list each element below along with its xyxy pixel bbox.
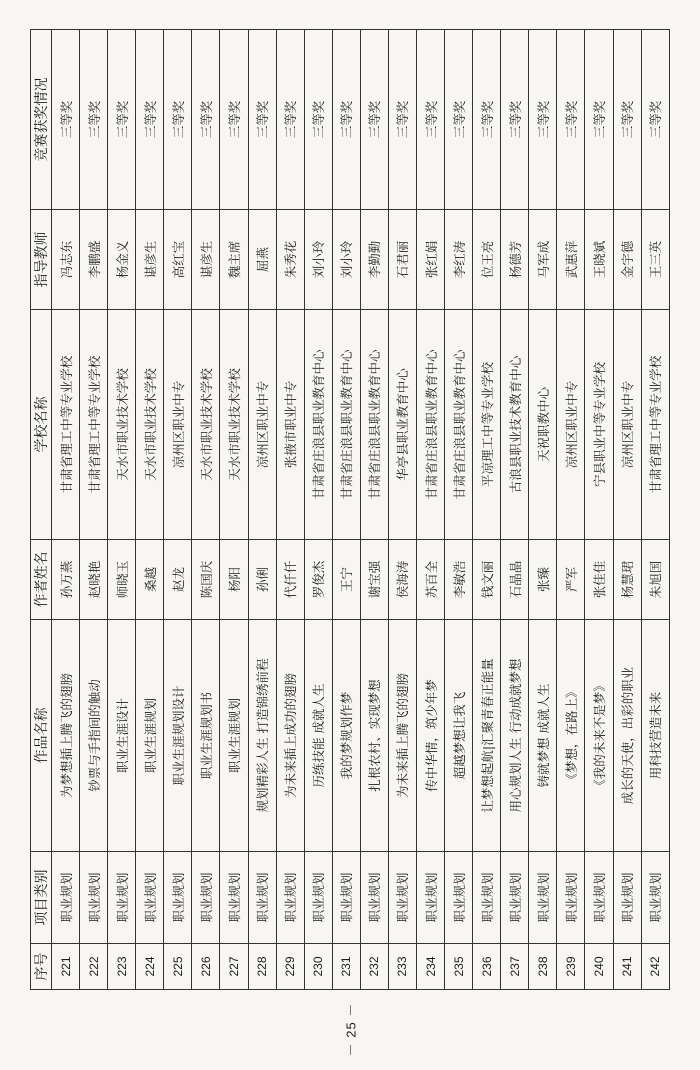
cell-category: 职业规划 — [276, 852, 304, 944]
cell-author: 桑越 — [136, 540, 164, 620]
cell-school: 凉州区职业中专 — [613, 310, 641, 540]
cell-category: 职业规划 — [529, 852, 557, 944]
cell-title: 《我的未来不是梦》 — [585, 620, 613, 852]
table-row — [164, 30, 192, 990]
cell-category: 职业规划 — [501, 852, 529, 944]
table-row — [585, 30, 613, 990]
cell-teacher: 李红涛 — [445, 210, 473, 310]
cell-title: 我的梦规划作梦 — [332, 620, 360, 852]
cell-category: 职业规划 — [445, 852, 473, 944]
cell-teacher: 高红宝 — [164, 210, 192, 310]
cell-no: 241 — [613, 944, 641, 990]
cell-author: 赵龙 — [164, 540, 192, 620]
table-row — [248, 30, 276, 990]
cell-author: 代仟仟 — [276, 540, 304, 620]
cell-school: 甘肃省庄浪县职业教育中心 — [332, 310, 360, 540]
cell-teacher: 金宇德 — [613, 210, 641, 310]
cell-school: 平凉理工中等专业学校 — [473, 310, 501, 540]
cell-author: 罗俊杰 — [304, 540, 332, 620]
cell-teacher: 李鹏盛 — [80, 210, 108, 310]
cell-teacher: 王晓斌 — [585, 210, 613, 310]
cell-school: 凉州区职业中专 — [164, 310, 192, 540]
cell-author: 孙万燕 — [52, 540, 80, 620]
cell-no: 232 — [360, 944, 388, 990]
cell-no: 223 — [108, 944, 136, 990]
cell-school: 甘肃省理工中等专业学校 — [52, 310, 80, 540]
cell-title: 扎根农村、实现梦想 — [360, 620, 388, 852]
cell-school: 张掖市职业中专 — [276, 310, 304, 540]
cell-category: 职业规划 — [417, 852, 445, 944]
table-row — [220, 30, 248, 990]
cell-school: 华亭县职业教育中心 — [388, 310, 416, 540]
cell-category: 职业规划 — [108, 852, 136, 944]
cell-author: 杨阳 — [220, 540, 248, 620]
awards-table — [30, 29, 670, 990]
table-row — [445, 30, 473, 990]
table-row — [501, 30, 529, 990]
cell-award: 三等奖 — [613, 30, 641, 210]
header-author: 作者姓名 — [31, 540, 52, 620]
table-row — [417, 30, 445, 990]
cell-author: 杨慧珺 — [613, 540, 641, 620]
cell-no: 238 — [529, 944, 557, 990]
cell-title: 职业生涯规划书 — [192, 620, 220, 852]
cell-title: 铸就梦想 成就人生 — [529, 620, 557, 852]
cell-award: 三等奖 — [164, 30, 192, 210]
cell-category: 职业规划 — [388, 852, 416, 944]
cell-award: 三等奖 — [360, 30, 388, 210]
cell-no: 236 — [473, 944, 501, 990]
cell-school: 天水市职业技术学校 — [220, 310, 248, 540]
cell-author: 石晶晶 — [501, 540, 529, 620]
cell-title: 让梦想起航|汇聚青春正能量 — [473, 620, 501, 852]
cell-title: 职业生涯规划设计 — [164, 620, 192, 852]
header-no: 序号 — [31, 944, 52, 990]
cell-teacher: 朱秀花 — [276, 210, 304, 310]
cell-no: 230 — [304, 944, 332, 990]
page-footer — [0, 1002, 700, 1057]
table-row — [388, 30, 416, 990]
cell-school: 甘肃省庄浪县职业教育中心 — [360, 310, 388, 540]
header-title: 作品名称 — [31, 620, 52, 852]
cell-author: 钱文丽 — [473, 540, 501, 620]
table-row — [473, 30, 501, 990]
cell-title: 职业生涯规划 — [136, 620, 164, 852]
table-row — [276, 30, 304, 990]
cell-author: 谢宝强 — [360, 540, 388, 620]
cell-teacher: 王三英 — [641, 210, 669, 310]
cell-category: 职业规划 — [220, 852, 248, 944]
cell-category: 职业规划 — [473, 852, 501, 944]
cell-no: 229 — [276, 944, 304, 990]
cell-school: 天水市职业技术学校 — [136, 310, 164, 540]
cell-author: 李敏浩 — [445, 540, 473, 620]
cell-author: 赵晓艳 — [80, 540, 108, 620]
table-row — [641, 30, 669, 990]
cell-author: 严军 — [557, 540, 585, 620]
table-row — [136, 30, 164, 990]
cell-category: 职业规划 — [136, 852, 164, 944]
cell-award: 三等奖 — [641, 30, 669, 210]
cell-no: 234 — [417, 944, 445, 990]
cell-title: 传中华情，筑少年梦 — [417, 620, 445, 852]
cell-award: 三等奖 — [220, 30, 248, 210]
cell-title: 职业生涯设计 — [108, 620, 136, 852]
cell-teacher: 屈燕 — [248, 210, 276, 310]
cell-award: 三等奖 — [248, 30, 276, 210]
cell-category: 职业规划 — [557, 852, 585, 944]
cell-title: 超越梦想让我飞 — [445, 620, 473, 852]
cell-title: 为梦想插上腾飞的翅膀 — [52, 620, 80, 852]
cell-teacher: 张红娟 — [417, 210, 445, 310]
cell-school: 凉州区职业中专 — [557, 310, 585, 540]
header-teacher: 指导教师 — [31, 210, 52, 310]
cell-title: 为未来插上成功的翅膀 — [276, 620, 304, 852]
cell-teacher: 杨德芳 — [501, 210, 529, 310]
cell-teacher: 武惠萍 — [557, 210, 585, 310]
cell-title: 用心规划人生 行动成就梦想 — [501, 620, 529, 852]
cell-author: 王宁 — [332, 540, 360, 620]
cell-award: 三等奖 — [529, 30, 557, 210]
cell-school: 甘肃省庄浪县职业教育中心 — [304, 310, 332, 540]
cell-school: 甘肃省理工中等专业学校 — [80, 310, 108, 540]
table-row — [80, 30, 108, 990]
cell-school: 甘肃省理工中等专业学校 — [641, 310, 669, 540]
cell-category: 职业规划 — [80, 852, 108, 944]
cell-author: 张臻 — [529, 540, 557, 620]
cell-teacher: 刘小玲 — [332, 210, 360, 310]
table-row — [529, 30, 557, 990]
cell-title: 《梦想，在路上》 — [557, 620, 585, 852]
cell-teacher: 李勤勤 — [360, 210, 388, 310]
cell-category: 职业规划 — [164, 852, 192, 944]
cell-title: 钞票与手指间的触动 — [80, 620, 108, 852]
table-row — [613, 30, 641, 990]
cell-no: 221 — [52, 944, 80, 990]
cell-category: 职业规划 — [641, 852, 669, 944]
cell-author: 张佳佳 — [585, 540, 613, 620]
cell-award: 三等奖 — [136, 30, 164, 210]
page-number: － 25 － — [343, 1002, 359, 1057]
cell-no: 224 — [136, 944, 164, 990]
cell-no: 226 — [192, 944, 220, 990]
cell-award: 三等奖 — [108, 30, 136, 210]
cell-award: 三等奖 — [304, 30, 332, 210]
cell-award: 三等奖 — [80, 30, 108, 210]
table-body — [52, 30, 670, 990]
cell-award: 三等奖 — [445, 30, 473, 210]
cell-no: 237 — [501, 944, 529, 990]
cell-award: 三等奖 — [501, 30, 529, 210]
cell-school: 宁县职业中等专业学校 — [585, 310, 613, 540]
cell-category: 职业规划 — [613, 852, 641, 944]
cell-no: 240 — [585, 944, 613, 990]
cell-title: 规划精彩人生 打造锦绣前程 — [248, 620, 276, 852]
cell-no: 235 — [445, 944, 473, 990]
cell-teacher: 冯志东 — [52, 210, 80, 310]
cell-teacher: 石君丽 — [388, 210, 416, 310]
table-row — [557, 30, 585, 990]
cell-category: 职业规划 — [248, 852, 276, 944]
cell-award: 三等奖 — [332, 30, 360, 210]
cell-no: 242 — [641, 944, 669, 990]
cell-school: 甘肃省庄浪县职业教育中心 — [417, 310, 445, 540]
table-row — [108, 30, 136, 990]
cell-no: 227 — [220, 944, 248, 990]
cell-title: 成长的天使，出彩的职业 — [613, 620, 641, 852]
table-row — [192, 30, 220, 990]
header-category: 项目类别 — [31, 852, 52, 944]
cell-category: 职业规划 — [52, 852, 80, 944]
cell-teacher: 魏主席 — [220, 210, 248, 310]
cell-author: 孙俐 — [248, 540, 276, 620]
cell-school: 凉州区职业中专 — [248, 310, 276, 540]
cell-no: 228 — [248, 944, 276, 990]
cell-category: 职业规划 — [304, 852, 332, 944]
cell-category: 职业规划 — [585, 852, 613, 944]
cell-title: 职业生涯规划 — [220, 620, 248, 852]
table-row — [360, 30, 388, 990]
cell-teacher: 马军成 — [529, 210, 557, 310]
cell-author: 师晓玉 — [108, 540, 136, 620]
rotated-page — [30, 30, 670, 990]
cell-category: 职业规划 — [192, 852, 220, 944]
table-row — [304, 30, 332, 990]
cell-category: 职业规划 — [360, 852, 388, 944]
table-header-row — [31, 30, 52, 990]
cell-award: 三等奖 — [276, 30, 304, 210]
cell-title: 为未来插上腾飞的翅膀 — [388, 620, 416, 852]
cell-school: 古浪县职业技术教育中心 — [501, 310, 529, 540]
cell-author: 朱旭国 — [641, 540, 669, 620]
cell-author: 苏百全 — [417, 540, 445, 620]
cell-award: 三等奖 — [388, 30, 416, 210]
cell-category: 职业规划 — [332, 852, 360, 944]
cell-teacher: 位王亮 — [473, 210, 501, 310]
cell-school: 天水市职业技术学校 — [192, 310, 220, 540]
cell-award: 三等奖 — [52, 30, 80, 210]
cell-award: 三等奖 — [557, 30, 585, 210]
table-row — [52, 30, 80, 990]
cell-author: 陈国庆 — [192, 540, 220, 620]
header-award: 竞赛获奖情况 — [31, 30, 52, 210]
cell-no: 225 — [164, 944, 192, 990]
cell-award: 三等奖 — [473, 30, 501, 210]
cell-award: 三等奖 — [585, 30, 613, 210]
cell-author: 侯海涛 — [388, 540, 416, 620]
cell-no: 222 — [80, 944, 108, 990]
header-school: 学校名称 — [31, 310, 52, 540]
cell-teacher: 刘小玲 — [304, 210, 332, 310]
cell-school: 甘肃省庄浪县职业教育中心 — [445, 310, 473, 540]
cell-award: 三等奖 — [192, 30, 220, 210]
cell-no: 231 — [332, 944, 360, 990]
cell-no: 233 — [388, 944, 416, 990]
cell-school: 天祝职教中心 — [529, 310, 557, 540]
cell-award: 三等奖 — [417, 30, 445, 210]
cell-teacher: 杨金义 — [108, 210, 136, 310]
cell-title: 历练技能 成就人生 — [304, 620, 332, 852]
cell-teacher: 谌彦生 — [192, 210, 220, 310]
cell-teacher: 谌彦生 — [136, 210, 164, 310]
cell-school: 天水市职业技术学校 — [108, 310, 136, 540]
table-row — [332, 30, 360, 990]
cell-title: 用科技营造未来 — [641, 620, 669, 852]
cell-no: 239 — [557, 944, 585, 990]
